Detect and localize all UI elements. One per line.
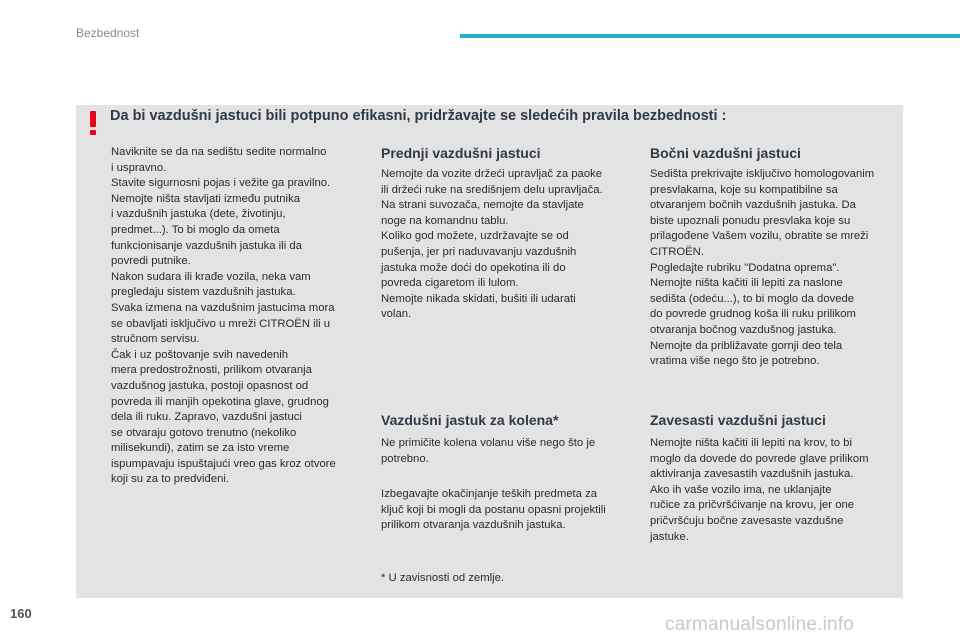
intro-line: povredi putnike.: [111, 255, 191, 268]
header-accent-bar: [460, 34, 960, 38]
intro-line: pregledaju sistem vazdušnih jastuka.: [111, 286, 296, 299]
knee-airbag-title: Vazdušni jastuk za kolena*: [381, 412, 559, 428]
intro-line: Čak i uz poštovanje svih navedenih: [111, 348, 289, 361]
front-line: Na strani suvozača, nemojte da stavljate: [381, 199, 584, 212]
curtain-airbags-text: [650, 436, 900, 545]
knee-line: Ne primičite kolena volanu više nego što je: [381, 437, 596, 449]
intro-line: mera predostrožnosti, prilikom otvaranja: [111, 364, 312, 377]
front-line: jastuka može doći do opekotina ili do: [381, 261, 566, 274]
intro-line: ispumpavaju ispuštajući vreo gas kroz otvore: [111, 457, 336, 470]
side-line: presvlakama, koje su kompatibilne sa: [650, 183, 838, 196]
front-line: ili držeći ruke na središnjem delu upravljača.: [381, 183, 603, 196]
front-line: Nemojte nikada skidati, bušiti ili udarati: [381, 292, 576, 305]
knee-footnote: * U zavisnosti od zemlje.: [381, 572, 505, 584]
curtain-line: Nemojte ništa kačiti ili lepiti na krov, to bi: [650, 437, 852, 449]
side-line: vratima više nego što je potrebno.: [650, 355, 820, 368]
front-line: pušenja, jer pri naduvavanju vazdušnih: [381, 245, 577, 258]
curtain-line: pričvršćuju bočne zavesaste vazdušne: [650, 514, 844, 527]
front-airbags-text: [381, 167, 643, 323]
intro-line: Nakon sudara ili krađe vozila, neka vam: [111, 270, 311, 283]
side-airbags-text: [650, 167, 900, 370]
intro-line: i vazdušnih jastuka (dete, životinju,: [111, 208, 286, 221]
intro-line: Svaka izmena na vazdušnim jastucima mora: [111, 301, 335, 314]
knee-line: potrebno.: [381, 452, 429, 465]
side-line: biste upoznali ponudu presvlaka koje su: [650, 214, 851, 227]
intro-line: Stavite sigurnosni pojas i vežite ga pravilno.: [111, 177, 331, 190]
intro-line: koji su za to predviđeni.: [111, 473, 230, 486]
knee-airbag-para1: [381, 436, 643, 467]
knee-line: Izbegavajte okačinjanje teških predmeta za: [381, 488, 598, 500]
intro-line: milisekundi), zatim se za isto vreme: [111, 442, 290, 455]
intro-line: povreda ili manjih opekotina glave, grudnog: [111, 395, 329, 408]
intro-line: funkcionisanje vazdušnih jastuka ili da: [111, 239, 302, 252]
curtain-line: aktiviranja zavesastih vazdušnih jastuka.: [650, 468, 854, 481]
side-line: CITROËN.: [650, 245, 704, 258]
front-line: volan.: [381, 308, 412, 321]
exclamation-icon: [86, 110, 100, 136]
curtain-airbags-title: Zavesasti vazdušni jastuci: [650, 412, 826, 428]
knee-line: prilikom otvaranja vazdušnih jastuka.: [381, 519, 566, 532]
knee-airbag-para2: [381, 487, 643, 534]
front-line: povreda cigaretom ili lulom.: [381, 277, 519, 290]
knee-line: ključ koji bi mogli da postanu opasni projektili: [381, 503, 606, 516]
front-airbags-title: Prednji vazdušni jastuci: [381, 145, 541, 161]
intro-text: [111, 145, 373, 488]
intro-line: Naviknite se da na sedištu sedite normalno: [111, 146, 327, 158]
front-line: Nemojte da vozite držeći upravljač za paoke: [381, 168, 603, 180]
intro-line: dela ili ruku. Zapravo, vazdušni jastuci: [111, 411, 302, 424]
intro-line: stručnom servisu.: [111, 333, 200, 346]
intro-line: Nemojte ništa stavljati između putnika: [111, 192, 300, 205]
page-number: 160: [10, 606, 32, 621]
side-line: otvaranja bočnog vazdušnog jastuka.: [650, 323, 837, 336]
side-line: sedišta (odeću...), to bi moglo da dovede: [650, 292, 855, 305]
side-line: prilagođene Vašem vozilu, obratite se mreži: [650, 230, 869, 243]
panel-heading: Da bi vazdušni jastuci bili potpuno efikasni, pridržavajte se sledećih pravila bezbednosti :: [110, 108, 727, 124]
front-line: noge na komandnu tablu.: [381, 214, 509, 227]
side-line: Pogledajte rubriku "Dodatna oprema".: [650, 261, 840, 274]
watermark: carmanualsonline.info: [665, 614, 855, 635]
side-line: otvaranjem bočnih vazdušnih jastuka. Da: [650, 199, 856, 212]
front-line: Koliko god možete, uzdržavajte se od: [381, 230, 569, 243]
intro-line: predmet...). To bi moglo da ometa: [111, 223, 280, 236]
section-title: Bezbednost: [76, 26, 140, 40]
intro-line: se otvaraju gotovo trenutno (nekoliko: [111, 426, 297, 439]
intro-line: i uspravno.: [111, 161, 167, 174]
curtain-line: jastuke.: [650, 530, 689, 543]
curtain-line: Ako ih vaše vozilo ima, ne uklanjajte: [650, 483, 832, 496]
side-line: do povrede grudnog koša ili ruku prilikom: [650, 308, 856, 321]
side-line: Sedišta prekrivajte isključivo homologovanim: [650, 168, 875, 180]
intro-line: vazdušnog jastuka, postoji opasnost od: [111, 379, 309, 392]
curtain-line: ručice za pričvršćivanje na krovu, jer one: [650, 499, 855, 512]
curtain-line: moglo da dovede do povrede glave prilikom: [650, 452, 869, 465]
side-airbags-title: Bočni vazdušni jastuci: [650, 145, 801, 161]
side-line: Nemojte ništa kačiti ili lepiti za naslone: [650, 277, 843, 290]
intro-line: se obavljati isključivo u mreži CITROËN ili u: [111, 317, 331, 330]
side-line: Nemojte da približavate gornji deo tela: [650, 339, 843, 352]
